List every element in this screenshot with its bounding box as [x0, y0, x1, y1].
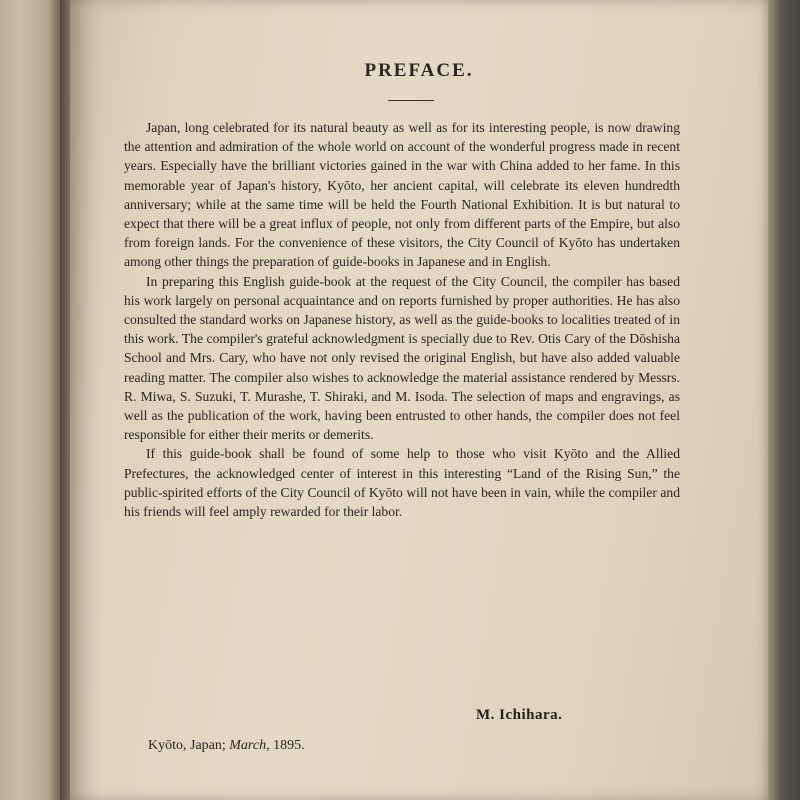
- paragraph-1: Japan, long celebrated for its natural beauty as well as for its interesting people, is now drawing the attention and admiration of the whole world on account of the wonderful progress made in recent years. Especially have the brilliant victories gained in the war with China added to her fame. In this memorable year of Japan's history, Kyōto, her ancient capital, will celebrate its eleven hundredth anniversary; while at the same time will be held the Fourth National Exhibition. It is but natural to expect that there will be a great influx of people, not only from different parts of the Empire, but also from foreign lands. For the convenience of these visitors, the City Council of Kyōto has undertaken among other things the preparation of guide-books in Japanese and in English.: [124, 120, 680, 270]
- author-signature: M. Ichihara.: [476, 707, 563, 723]
- title-rule: [388, 100, 434, 101]
- facing-page-edge: [0, 0, 61, 800]
- paragraph-3: If this guide-book shall be found of some help to those who visit Kyōto and the Allied Prefectures, the acknowledged center of interest in this interesting “Land of the Rising Sun,” the public-spirited efforts of the City Council of Kyōto will not have been in vain, while the compiler and his friends will feel amply rewarded for their labor.: [124, 446, 680, 520]
- book-page: [70, 0, 768, 800]
- dateline: [148, 738, 305, 754]
- book-cover-edge: [768, 0, 800, 800]
- page-title: PREFACE.: [364, 60, 474, 81]
- paragraph-2: In preparing this English guide-book at the request of the City Council, the compiler has based his work largely on personal acquaintance and on reports furnished by proper authorities. He has also consulted the standard works on Japanese history, as well as the guide-books to localities treated of in this work. The compiler's grateful acknowledgment is specially due to Rev. Otis Cary of the Dōshisha School and Mrs. Cary, who have not only revised the original English, but have also added valuable reading matter. The compiler also wishes to acknowledge the material assistance rendered by Messrs. R. Miwa, S. Suzuki, T. Murashe, T. Shiraki, and M. Isoda. The selection of maps and engravings, as well as the publication of the work, having been entrusted to other hands, the compiler does not feel responsible for either their merits or demerits.: [124, 273, 680, 443]
- preface-body: [124, 118, 680, 521]
- dateline-month: March,: [229, 738, 270, 753]
- dateline-year: 1895.: [273, 738, 305, 753]
- dateline-place: Kyōto, Japan;: [148, 738, 226, 753]
